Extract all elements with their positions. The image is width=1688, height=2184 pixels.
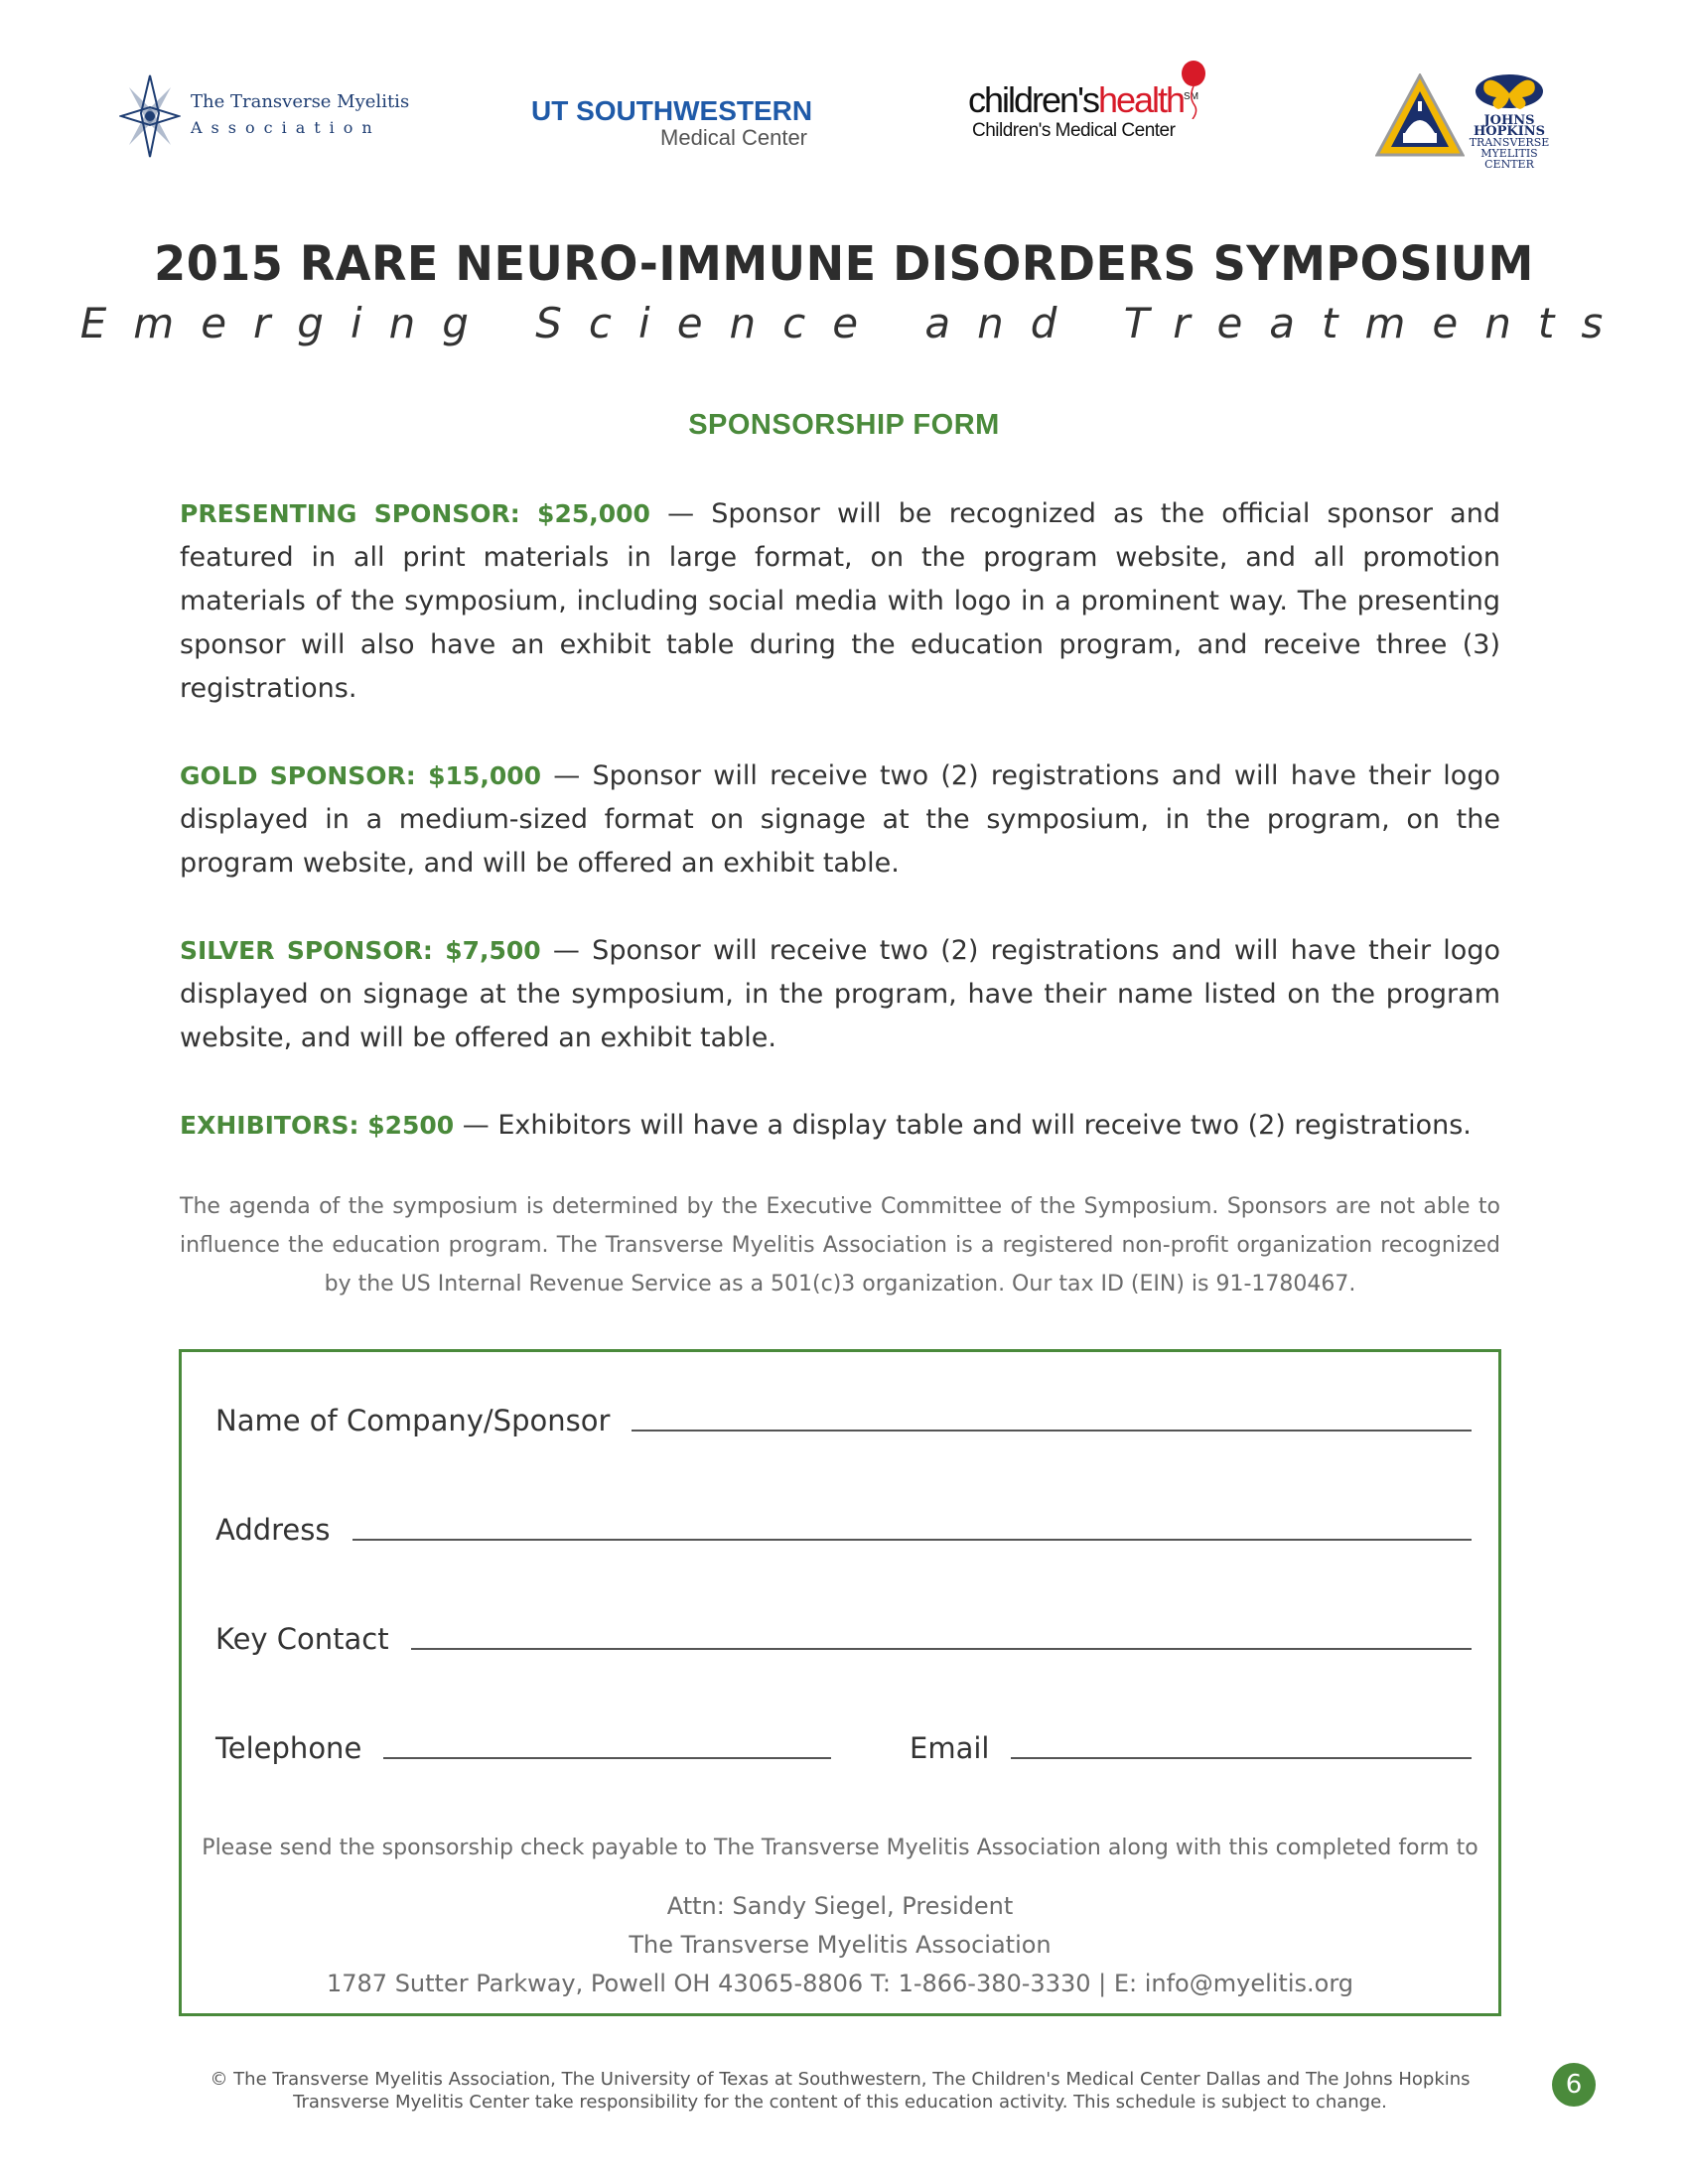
tier-exhibitors (180, 1104, 1500, 1148)
jh-logo-line1: JOHNS HOPKINS (1473, 113, 1546, 139)
sponsor-form-box (179, 1349, 1501, 2016)
footer-line1: © The Transverse Myelitis Association, The University of Texas at Southwestern, The Children's Medical Center Dallas and The Johns Hopkins (210, 2069, 1471, 2090)
utsw-logo-line1: UT SOUTHWESTERN (531, 95, 813, 126)
address-input-line[interactable] (352, 1537, 1473, 1541)
jh-logo-line2: TRANSVERSE MYELITIS (1469, 136, 1550, 160)
tma-logo-line2: Association (191, 118, 381, 137)
jh-logo-line3: CENTER (1484, 158, 1534, 171)
tier-silver (180, 929, 1500, 1060)
tier-presenting (180, 492, 1500, 711)
tier-description: — Sponsor will receive two (2) registrations and will have their logo displayed on signage at the symposium, in the program, have their name listed on the program website, and will be offered an exhibit table. (180, 935, 1500, 1053)
email-input-line[interactable] (1011, 1755, 1472, 1759)
childrens-logo-mark: SM (1184, 91, 1199, 102)
page-subtitle: Emerging Science and Treatments (79, 299, 1630, 347)
company-field (215, 1404, 1472, 1437)
johns-hopkins-logo (1375, 71, 1574, 171)
company-label: Name of Company/Sponsor (215, 1404, 611, 1437)
tier-description: — Exhibitors will have a display table and will receive two (2) registrations. (454, 1110, 1472, 1141)
utsw-logo-line2: Medical Center (660, 125, 807, 150)
footer (179, 2068, 1501, 2114)
tier-label: GOLD SPONSOR: $15,000 (180, 761, 542, 790)
contact-input-line[interactable] (411, 1646, 1472, 1650)
page-title: 2015 RARE NEURO-IMMUNE DISORDERS SYMPOSIUM (154, 236, 1534, 292)
address-field (215, 1513, 1472, 1547)
contact-label: Key Contact (215, 1622, 389, 1656)
address-label: Address (215, 1513, 331, 1547)
telephone-label: Telephone (215, 1731, 362, 1765)
childrens-logo-part1: children's (968, 79, 1098, 120)
company-input-line[interactable] (632, 1428, 1472, 1432)
childrens-logo-line2: Children's Medical Center (972, 120, 1176, 141)
org-line: The Transverse Myelitis Association (629, 1931, 1052, 1959)
balloon-icon (1179, 60, 1208, 119)
tier-gold (180, 754, 1500, 886)
jh-dome-icon (1375, 73, 1465, 159)
sponsorship-tiers (180, 492, 1500, 1148)
tma-logo (119, 69, 410, 169)
tma-star-icon (119, 73, 181, 159)
send-instructions: Please send the sponsorship check payable to The Transverse Myelitis Association along with this completed form to (202, 1836, 1478, 1860)
sponsor-logos (0, 0, 1688, 199)
butterfly-icon (1475, 73, 1544, 113)
mailing-address (182, 1887, 1498, 2003)
tier-label: EXHIBITORS: $2500 (180, 1111, 455, 1140)
tier-label: SILVER SPONSOR: $7,500 (180, 936, 541, 965)
email-field (910, 1731, 1472, 1765)
childrens-logo-part2: health (1097, 79, 1185, 120)
contact-field (215, 1622, 1472, 1656)
childrens-health-logo (968, 77, 1246, 142)
tier-description: — Sponsor will receive two (2) registrations and will have their logo displayed in a medium-sized format on signage at the symposium, in the program, on the program website, and will be offered an exhibit table. (180, 760, 1500, 879)
disclaimer: The agenda of the symposium is determined by the Executive Committee of the Symposium. Sponsors are not able to influence the education program. The Transverse Myelitis Association is a registered non-profit organization recognized by the US Internal Revenue Service as a 501(c)3 organization. Our tax ID (EIN) is 91-1780467. (180, 1194, 1500, 1297)
address-contact-line: 1787 Sutter Parkway, Powell OH 43065-8806 T: 1-866-380-3330 | E: info@myelitis.org (326, 1970, 1353, 1997)
footer-line2: Transverse Myelitis Center take responsibility for the content of this education activity. This schedule is subject to change. (293, 2092, 1387, 2113)
tier-label: PRESENTING SPONSOR: $25,000 (180, 499, 650, 528)
title-block (0, 236, 1688, 351)
telephone-input-line[interactable] (383, 1755, 831, 1759)
telephone-field (215, 1731, 831, 1765)
tier-description: — Sponsor will be recognized as the official sponsor and featured in all print materials in large format, on the program website, and all promotion materials of the symposium, including social media with logo in a prominent way. The presenting sponsor will also have an exhibit table during the education program, and receive three (3) registrations. (180, 498, 1500, 704)
utsw-logo (531, 97, 819, 151)
sponsorship-form-heading: SPONSORSHIP FORM (688, 409, 1000, 441)
attn-line: Attn: Sandy Siegel, President (666, 1892, 1014, 1920)
page-number: 6 (1552, 2063, 1596, 2107)
tma-logo-line1: The Transverse Myelitis (191, 91, 410, 112)
email-label: Email (910, 1731, 990, 1765)
